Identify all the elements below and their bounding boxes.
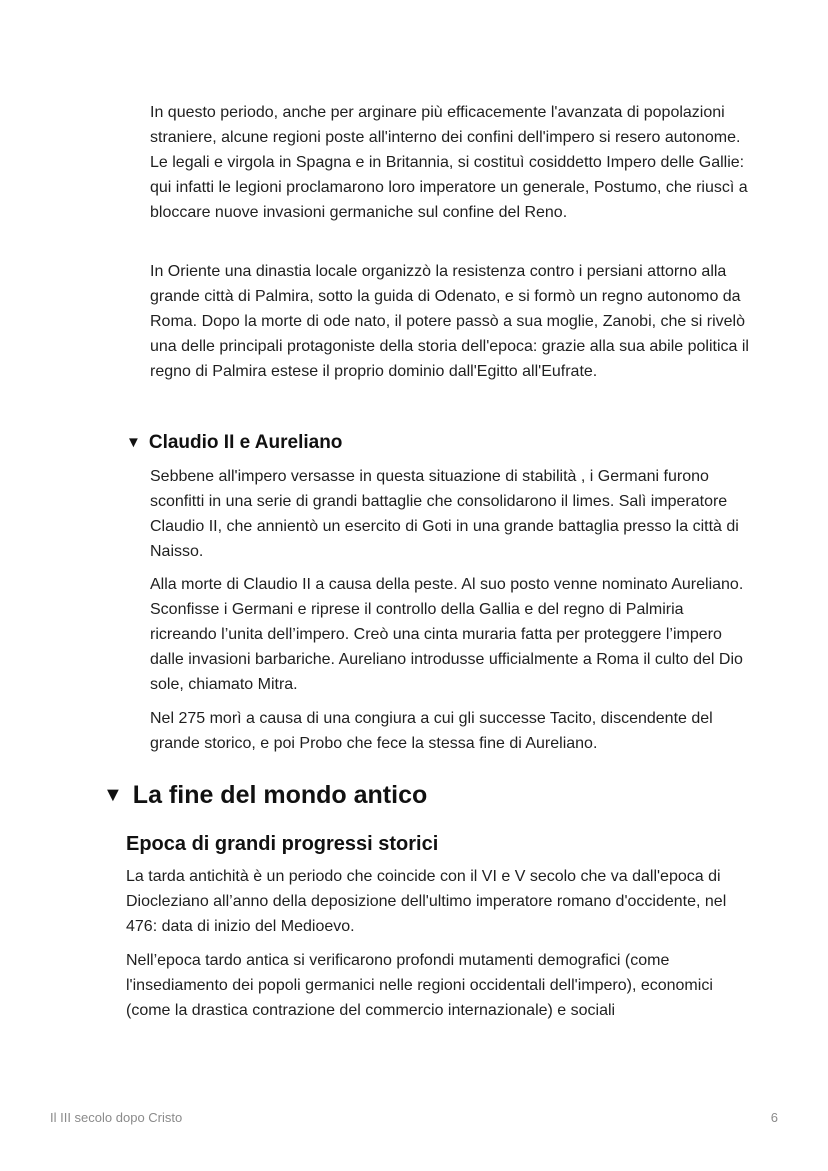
claudio-paragraph-3: Nel 275 morì a causa di una congiura a cui gli successe Tacito, discendente del grande storico, e poi Probo che fece la stessa fine di Aureliano. — [150, 710, 713, 752]
intro-paragraph-1: In questo periodo, anche per arginare più efficacemente l'avanzata di popolazioni straniere, alcune regioni poste all'interno dei confini dell'impero si resero autonome. Le legali e virgola in Spagna e in Britannia, si costituì cosiddetto Impero delle Gallie: qui infatti le legioni proclamarono loro imperatore un generale, Postumo, che riuscì a bloccare nuove invasioni germaniche sul confine del Reno. — [150, 104, 748, 221]
claudio-paragraph-1: Sebbene all'impero versasse in questa situazione di stabilità , i Germani furono sconfitti in una serie di grandi battaglie che consolidarono il limes. Salì imperatore Claudio II, che annientò un esercito di Goti in una grande battaglia presso la città di Naisso. — [150, 468, 739, 560]
footer-document-title: Il III secolo dopo Cristo — [50, 1110, 183, 1125]
toggle-heading-claudio[interactable] — [126, 430, 342, 456]
footer-page-number: 6 — [770, 1110, 778, 1125]
section-title-claudio: Claudio II e Aureliano — [148, 432, 343, 453]
toggle-heading-fine[interactable] — [103, 778, 427, 812]
claudio-paragraph-2: Alla morte di Claudio II a causa della peste. Al suo posto venne nominato Aureliano. Sconfisse i Germani e riprese il controllo della Gallia e del regno di Palmiria ricreando l’unita dell’impero. Creò una cinta muraria fatta per proteggere l’impero dalle invasioni barbariche. Aureliano introdusse ufficialmente a Roma il culto del Dio sole, chiamato Mitra. — [150, 576, 744, 693]
intro-paragraph-2: In Oriente una dinastia locale organizzò la resistenza contro i persiani attorno alla grande città di Palmira, sotto la guida di Odenato, e si formò un regno autonomo da Roma. Dopo la morte di ode nato, il potere passò a sua moglie, Zanobi, che si rivelò una delle principali protagoniste della storia dell'epoca: grazie alla sua abile politica il regno di Palmira estese il proprio dominio dall'Egitto all'Eufrate. — [150, 263, 749, 380]
toggle-triangle-icon[interactable]: ▼ — [126, 434, 141, 451]
fine-paragraph-1: La tarda antichità è un periodo che coincide con il VI e V secolo che va dall'epoca di Diocleziano all’anno della deposizione dell'ultimo imperatore romano d'occidente, nel 476: data di inizio del Medioevo. — [126, 868, 727, 935]
toggle-triangle-icon[interactable]: ▼ — [103, 784, 123, 806]
subheading-epoca: Epoca di grandi progressi storici — [126, 833, 439, 855]
section-title-fine: La fine del mondo antico — [132, 781, 428, 809]
fine-paragraph-2: Nell’epoca tardo antica si verificarono profondi mutamenti demografici (come l'insediamento dei popoli germanici nelle regioni occidentali dell'impero), economici (come la drastica contrazione del commercio internazionale) e sociali — [126, 952, 713, 1019]
